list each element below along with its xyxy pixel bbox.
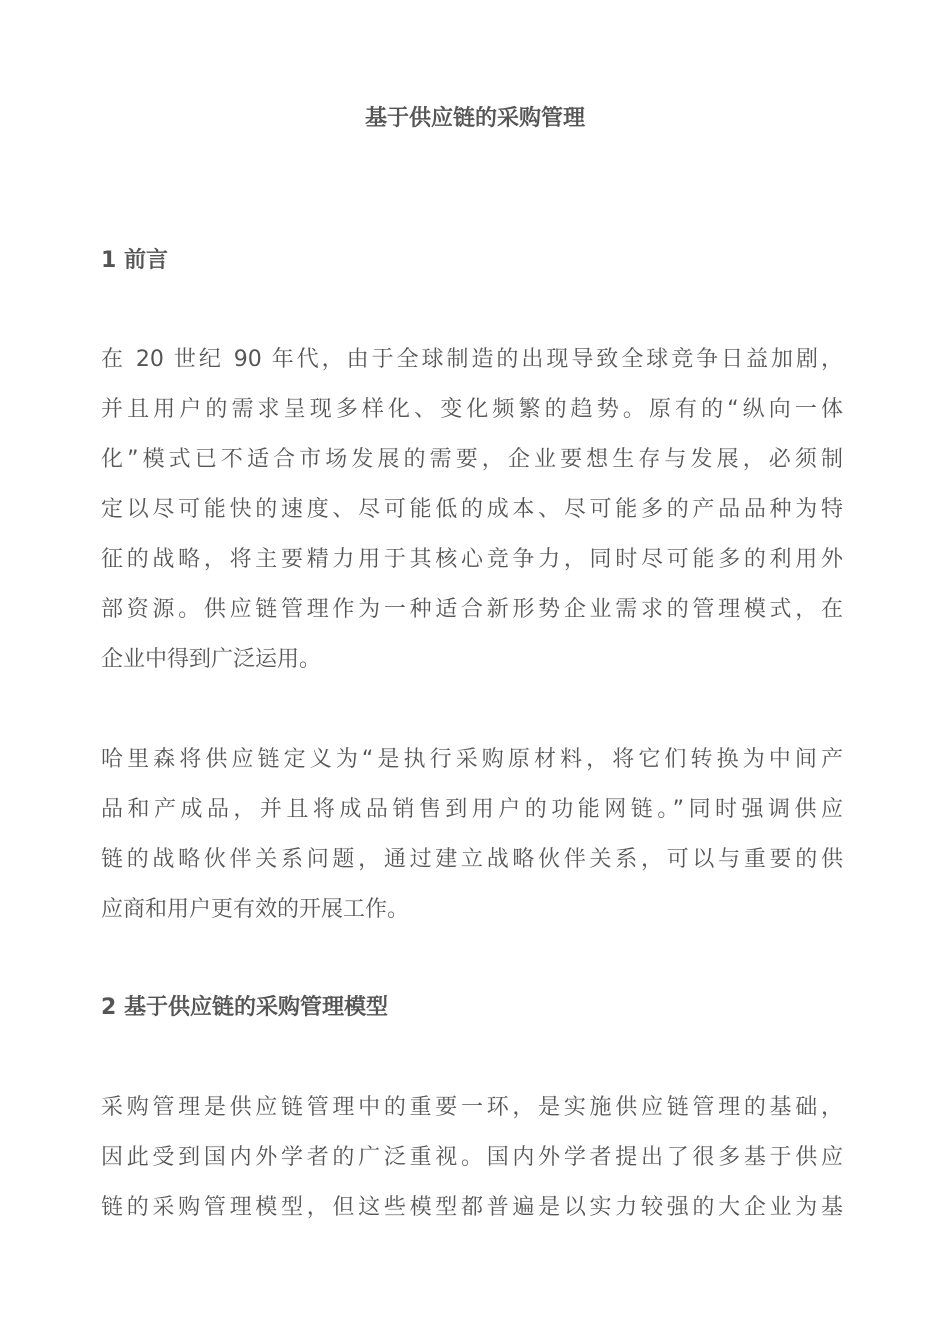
paragraph-preface-2: [101, 735, 843, 935]
paragraph-line: 化”模式已不适合市场发展的需要，企业要想生存与发展，必须制: [101, 447, 843, 472]
document-title: 基于供应链的采购管理: [364, 106, 585, 131]
paragraph-preface-1: [101, 335, 843, 685]
paragraph-line: 链的战略伙伴关系问题，通过建立战略伙伴关系，可以与重要的供: [101, 847, 843, 872]
paragraph-line: 并且用户的需求呈现多样化、变化频繁的趋势。原有的“纵向一体: [101, 397, 843, 422]
paragraph-model-1: [101, 1083, 843, 1233]
paragraph-line: 采购管理是供应链管理中的重要一环，是实施供应链管理的基础，: [101, 1095, 843, 1120]
paragraph-line: 品和产成品，并且将成品销售到用户的功能网链。”同时强调供应: [101, 797, 843, 822]
paragraph-line: 哈里森将供应链定义为“是执行采购原材料，将它们转换为中间产: [101, 747, 843, 772]
paragraph-line: 企业中得到广泛运用。: [101, 647, 322, 672]
paragraph-line: 应商和用户更有效的开展工作。: [101, 897, 410, 922]
paragraph-line: 在 20 世纪 90 年代，由于全球制造的出现导致全球竞争日益加剧，: [101, 347, 843, 372]
paragraph-line: 征的战略，将主要精力用于其核心竞争力，同时尽可能多的利用外: [101, 547, 843, 572]
paragraph-line: 链的采购管理模型，但这些模型都普遍是以实力较强的大企业为基: [101, 1195, 843, 1220]
paragraph-line: 因此受到国内外学者的广泛重视。国内外学者提出了很多基于供应: [101, 1145, 843, 1170]
paragraph-line: 定以尽可能快的速度、尽可能低的成本、尽可能多的产品品种为特: [101, 497, 843, 522]
section-heading-preface: 1 前言: [101, 248, 168, 273]
section-heading-model: 2 基于供应链的采购管理模型: [101, 995, 388, 1020]
paragraph-line: 部资源。供应链管理作为一种适合新形势企业需求的管理模式，在: [101, 597, 843, 622]
